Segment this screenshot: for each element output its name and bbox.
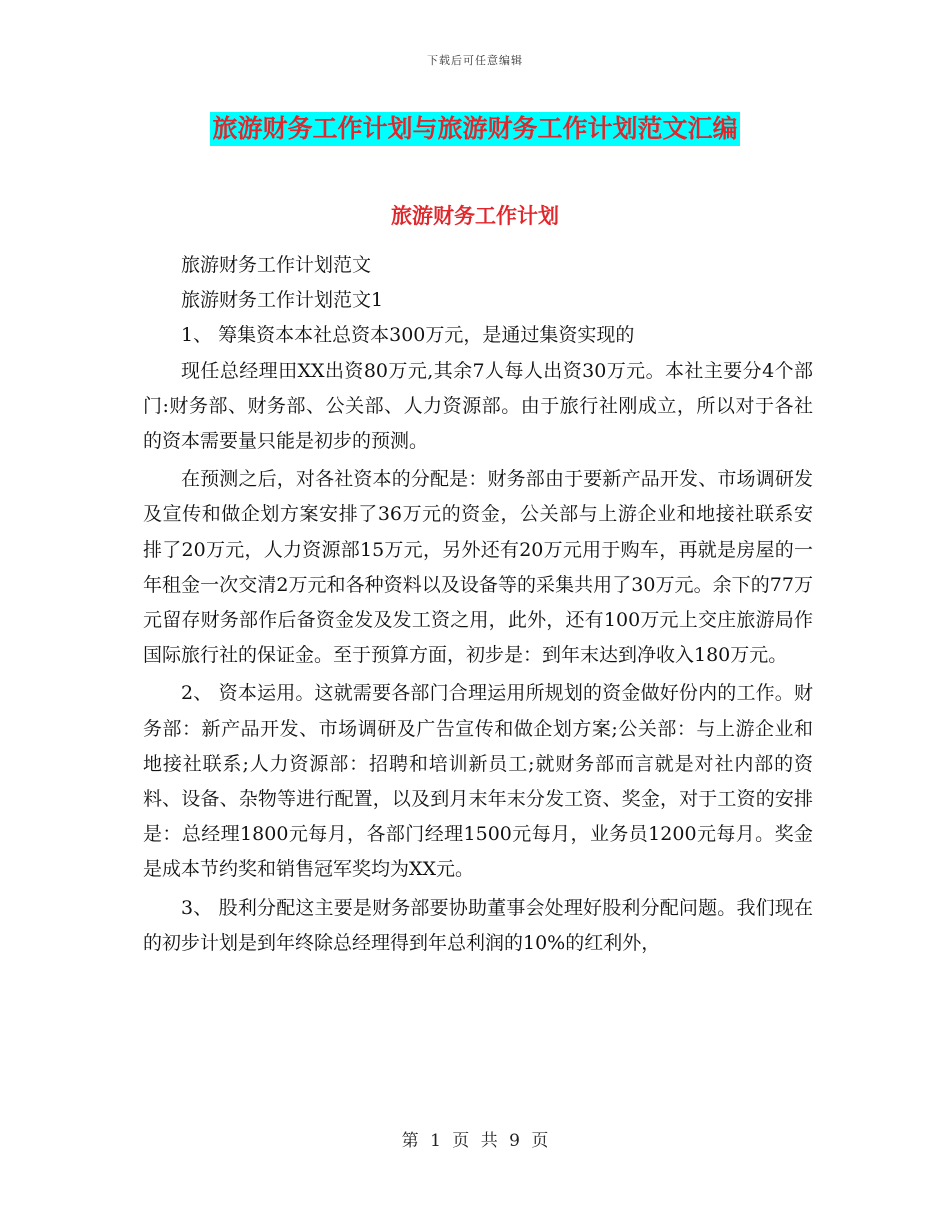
paragraph-fundraising: 1、 筹集资本本社总资本300万元，是通过集资实现的 — [181, 324, 635, 347]
document-body — [143, 248, 813, 961]
paragraph-heading-fanwen-1: 旅游财务工作计划范文1 — [181, 289, 384, 312]
paragraph-investors: 现任总经理田XX出资80万元,其余7人每人出资30万元。本社主要分4个部门:财务部、财务部、公关部、人力资源部。由于旅行社刚成立，所以对于各社的资本需要量只能是初步的预测。 — [143, 359, 813, 453]
paragraph-dividend: 3、 股利分配这主要是财务部要协助董事会处理好股利分配问题。我们现在的初步计划是到年终除总经理得到年总利润的10%的红利外， — [143, 896, 813, 954]
page-header-note: 下载后可任意编辑 — [427, 54, 523, 67]
section-title: 旅游财务工作计划 — [391, 203, 559, 228]
paragraph-capital-allocation: 在预测之后，对各社资本的分配是：财务部由于要新产品开发、市场调研发及宣传和做企划方案安排了36万元的资金，公关部与上游企业和地接社联系安排了20万元，人力资源部15万元，另外还有20万元用于购车，再就是房屋的一年租金一次交清2万元和各种资料以及设备等的采集共用了30万元。余下的77万元留存财务部作后备资金发及发工资之用，此外，还有100万元上交庄旅游局作国际旅行社的保证金。至于预算方面，初步是：到年末达到净收入180万元。 — [143, 468, 813, 667]
page-number: 第 1 页 共 9 页 — [401, 1131, 549, 1151]
main-title-container — [0, 112, 950, 146]
main-title: 旅游财务工作计划与旅游财务工作计划范文汇编 — [210, 112, 739, 146]
paragraph-capital-use: 2、 资本运用。这就需要各部门合理运用所规划的资金做好份内的工作。财务部：新产品开发、市场调研及广告宣传和做企划方案;公关部：与上游企业和地接社联系;人力资源部：招聘和培训新员工;就财务部而言就是对社内部的资料、设备、杂物等进行配置，以及到月末年末分发工资、奖金，对于工资的安排是：总经理1800元每月，各部门经理1500元每月，业务员1200元每月。奖金是成本节约奖和销售冠军奖均为XX元。 — [143, 682, 813, 881]
paragraph-heading-fanwen: 旅游财务工作计划范文 — [181, 254, 372, 276]
